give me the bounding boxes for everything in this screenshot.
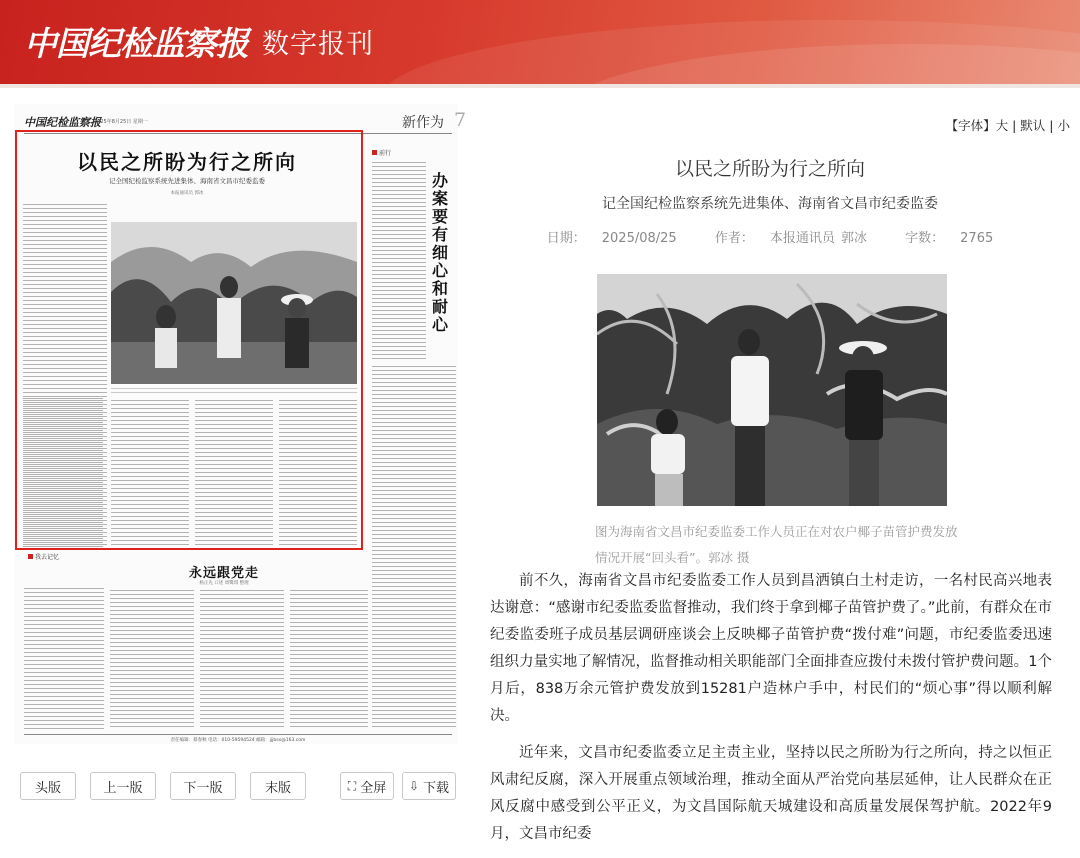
font-size-separator: | <box>1012 118 1017 133</box>
font-size-label: 【字体】 <box>945 118 996 133</box>
article-paragraph: 近年来，文昌市纪委监委立足主责主业，坚持以民之所盼为行之所向，持之以恒正风肃纪反腐，深入开展重点领域治理，推动全面从严治党向基层延伸，让人民群众在正风反腐中感受到公平正义，为文昌国际航天城建设和高质量发展保驾护航。2022年9月，文昌市纪委 <box>490 745 1052 842</box>
paper-text-column <box>372 162 426 362</box>
article-title: 以民之所盼为行之所向 <box>674 158 865 180</box>
paper-lower-title[interactable]: 永远跟党走 <box>188 566 259 581</box>
article-subtitle: 记全国纪检监察系统先进集体、海南省文昌市纪委监委 <box>602 196 938 212</box>
paper-side-tag: 前行 <box>372 148 391 157</box>
font-size-default[interactable]: 默认 <box>1020 118 1046 133</box>
page-tools <box>340 772 456 800</box>
site-subtitle: 数字报刊 <box>262 29 374 60</box>
paper-side-title[interactable]: 办案要有细心和耐心 <box>431 171 448 334</box>
fullscreen-button[interactable] <box>340 772 394 800</box>
selected-article-hotspot[interactable] <box>15 130 363 550</box>
paper-text-column <box>279 400 357 548</box>
paper-masthead: 中国纪检监察报 <box>24 116 101 129</box>
paper-date-line: 2025年8月25日 星期一 <box>94 119 148 125</box>
article-body <box>490 568 1052 858</box>
paper-lower-byline: 杨正先 口述 周鹭琪 整理 <box>199 581 249 586</box>
site-header <box>0 0 1080 84</box>
paper-text-column <box>111 400 189 548</box>
article-photo <box>597 274 947 506</box>
paper-text-column <box>290 590 368 730</box>
paper-article-photo <box>111 222 357 384</box>
paper-text-column <box>372 366 456 728</box>
site-logo[interactable]: 中国纪检监察报 <box>24 24 248 63</box>
download-button[interactable] <box>402 772 456 800</box>
paper-section-name: 新作为 <box>402 115 444 131</box>
site-brand[interactable] <box>24 18 374 65</box>
paper-text-column <box>195 400 273 548</box>
font-size-large[interactable]: 大 <box>995 118 1009 133</box>
paper-photo-caption <box>111 388 357 394</box>
article-wordcount: 字数： 2765 <box>905 231 994 246</box>
paper-lower-tag: 我去记忆 <box>28 552 59 561</box>
paper-text-column <box>200 590 284 730</box>
font-size-separator: | <box>1049 118 1054 133</box>
paper-article-byline: 本报通讯员 郭冰 <box>170 191 204 196</box>
article-meta <box>470 227 1070 246</box>
download-icon: ⇩ <box>408 779 420 793</box>
next-page-button[interactable]: 下一版 <box>170 772 236 800</box>
paper-article-title: 以民之所盼为行之所向 <box>77 150 297 174</box>
newspaper-page-image[interactable] <box>14 104 467 744</box>
article-paragraph: 前不久，海南省文昌市纪委监委工作人员到昌洒镇白土村走访，一名村民高兴地表达谢意：“感谢市纪委监委监督推动，我们终于拿到椰子苗管护费了。”此前，有群众在市纪委监委班子成员基层调研座谈会上反映椰子苗管护费“拨付难”问题，市纪委监委迅速组织力量实地了解情况，监督推动相关职能部门全面排查应拨付未拨付管护费问题。1个月后，838万余元管护费发放到15281户造林户手中，村民们的“烦心事”得以顺利解决。 <box>490 573 1052 724</box>
article-date: 日期： 2025/08/25 <box>546 231 677 246</box>
article-author: 作者： 本报通讯员 郭冰 <box>714 231 867 246</box>
page-navigation <box>20 772 306 800</box>
header-divider <box>0 84 1080 88</box>
paper-footer: 责任编辑：蔡春秋 电话：010-59594524 邮箱：jjjbsx@163.com <box>24 734 452 744</box>
last-page-button[interactable]: 末版 <box>250 772 306 800</box>
download-label: 下载 <box>423 780 450 796</box>
prev-page-button[interactable]: 上一版 <box>90 772 156 800</box>
paper-text-column <box>24 588 104 730</box>
first-page-button[interactable]: 头版 <box>20 772 76 800</box>
fullscreen-icon: ⛶ <box>347 778 357 793</box>
paper-page-number: 7 <box>454 109 467 131</box>
paper-article-subtitle: 记全国纪检监察系统先进集体、海南省文昌市纪委监委 <box>109 177 265 185</box>
fullscreen-label: 全屏 <box>360 780 387 796</box>
paper-text-column <box>110 590 194 730</box>
font-size-small[interactable]: 小 <box>1057 118 1070 133</box>
font-size-control <box>946 116 1070 134</box>
article-photo-caption: 图为海南省文昌市纪委监委工作人员正在对农户椰子苗管护费发放情况开展“回头看”。郭冰 摄 <box>595 524 958 565</box>
paper-text-column <box>23 398 103 548</box>
